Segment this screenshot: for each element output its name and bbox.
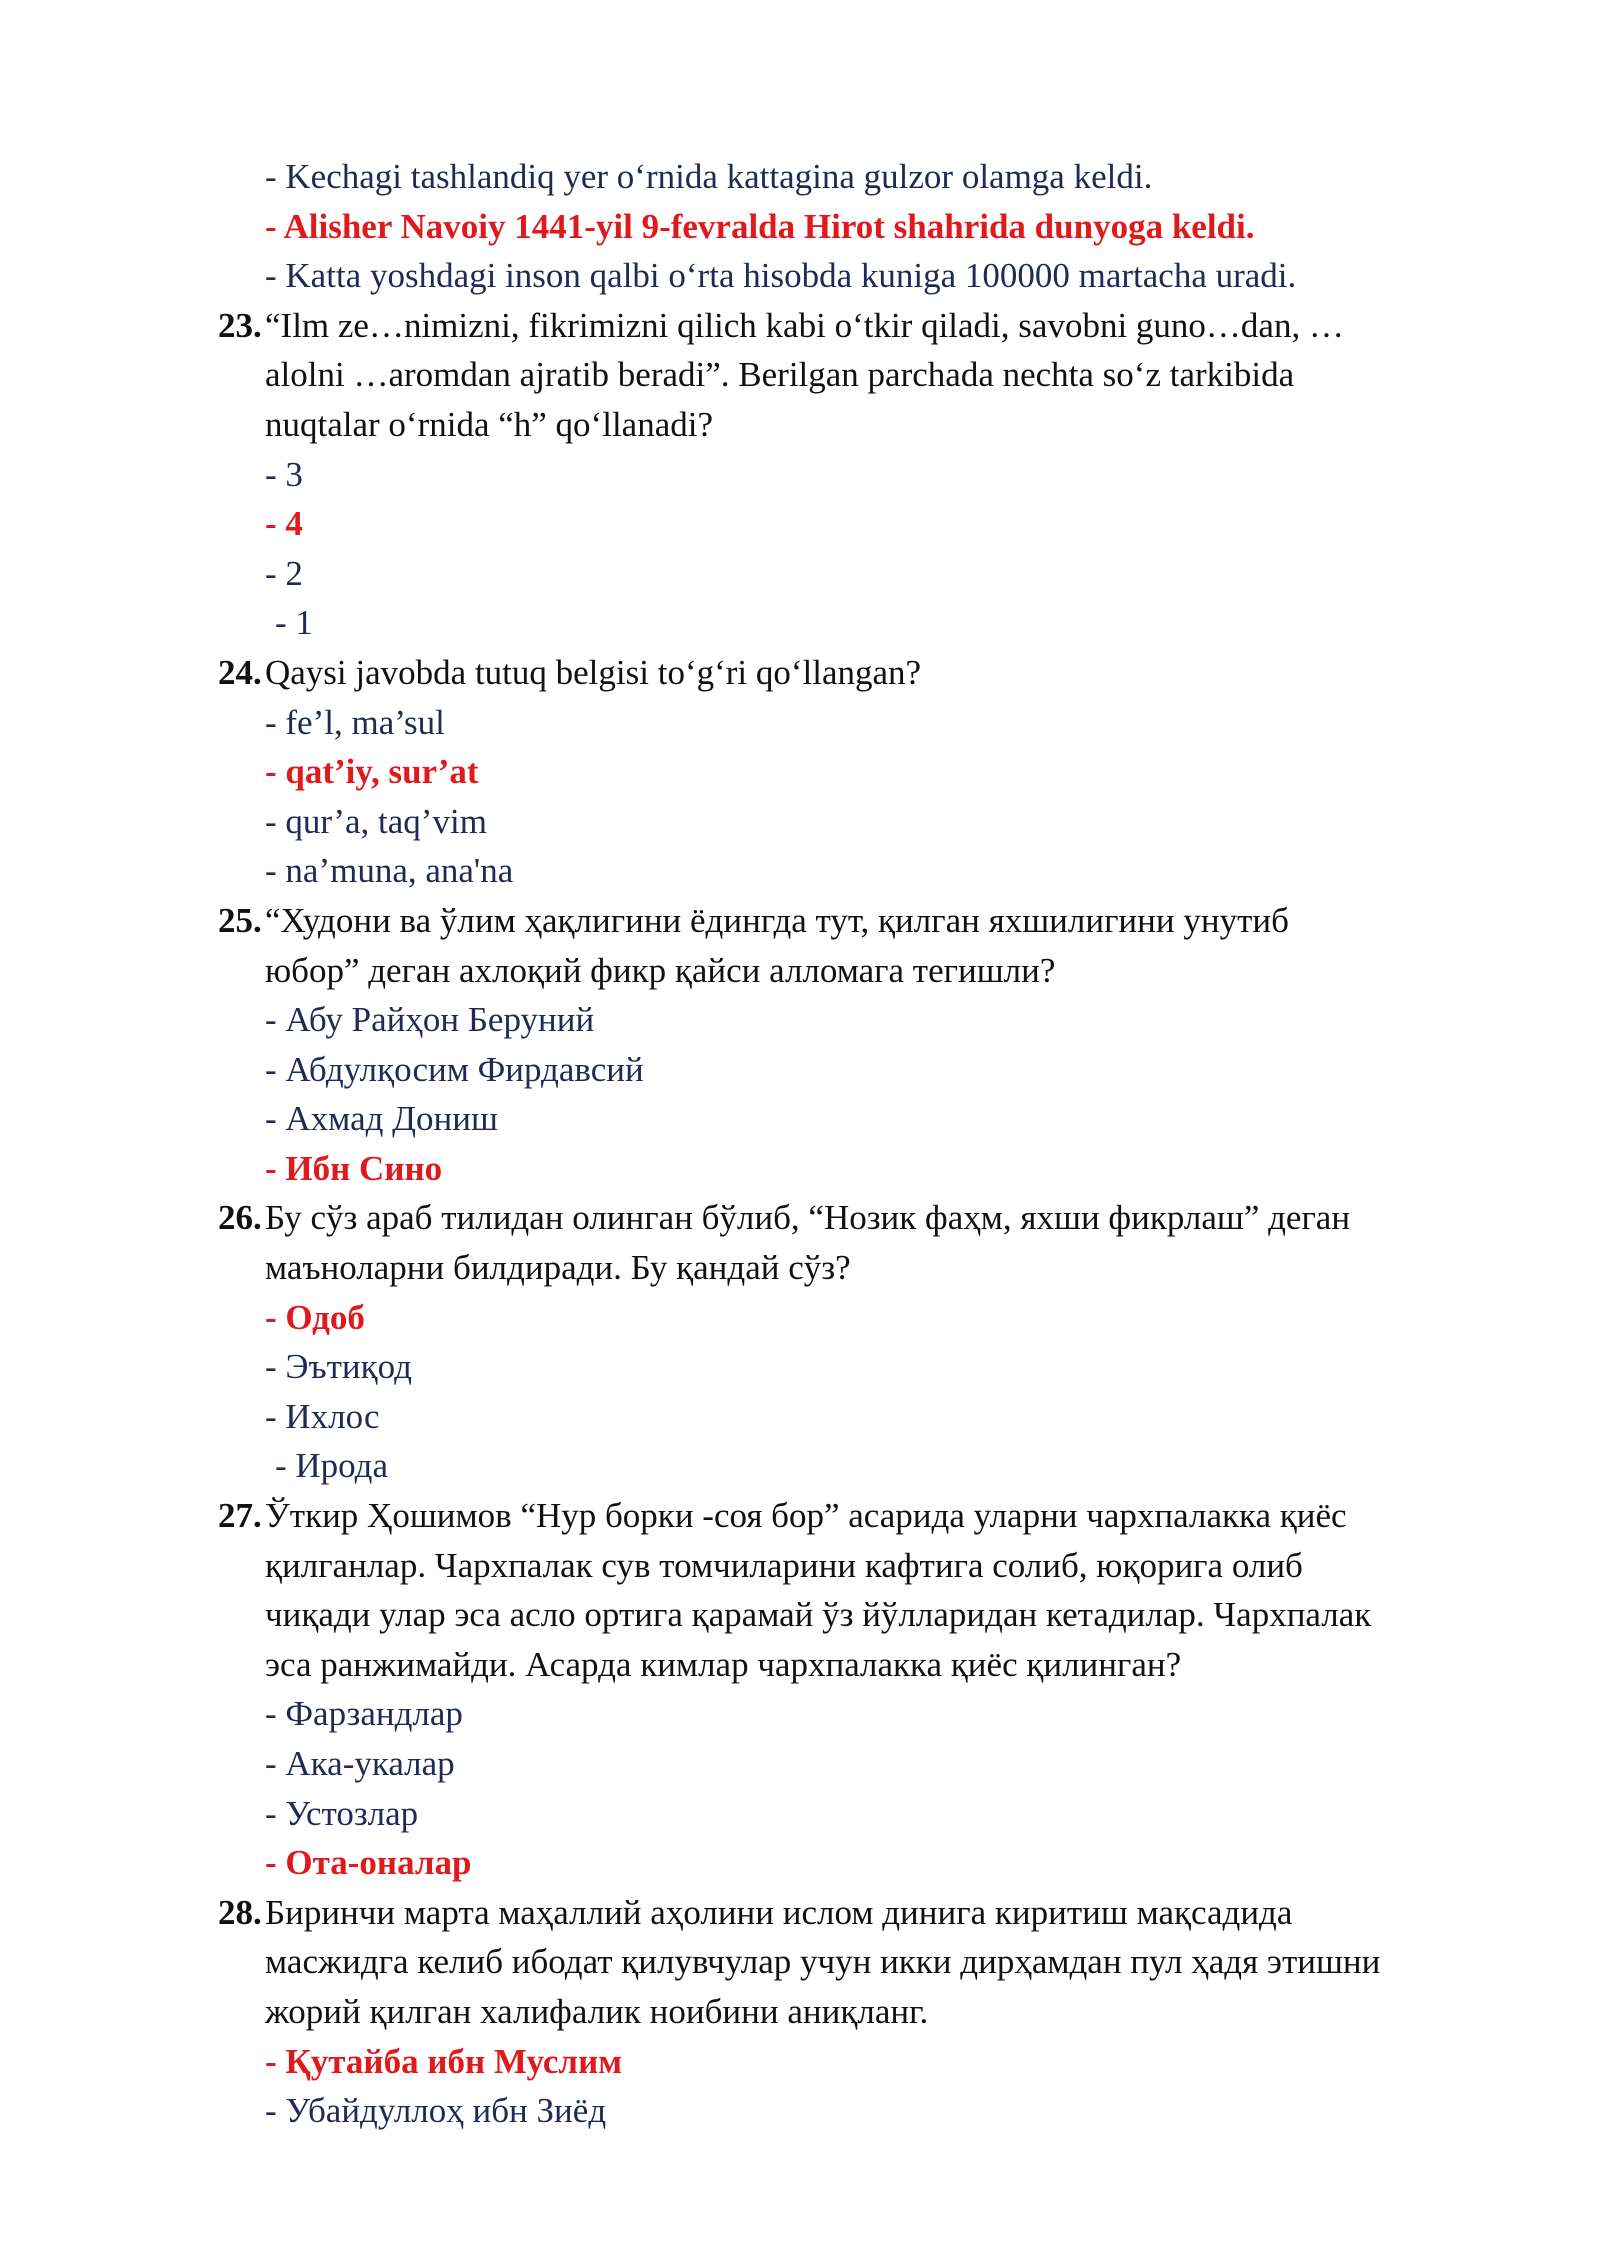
answer-option: - Ака-укалар [265,1744,455,1783]
answer-option: - Kechagi tashlandiq yer o‘rnida kattagina gulzor olamga keldi. [265,157,1153,196]
answer-option: - na’muna, ana'na [265,851,514,891]
answer-option: - 1 [275,603,313,643]
answer-option: - Устозлар [265,1793,419,1833]
answer-option: - Katta yoshdagi inson qalbi o‘rta hisobda kuniga 100000 martacha uradi. [265,256,1297,296]
question-number: 28. [218,1892,262,1932]
question-25-text-cont: юбор” деган ахлоқий фикр қайси алломага тегишли? [265,950,1056,990]
answer-option: - Ирода [275,1446,389,1486]
question-number: 25. [218,900,262,940]
question-25-text: 25.“Худони ва ўлим ҳақлигини ёдингда тут, қилган яхшилигини унутиб [0,896,1600,946]
answer-option-correct: - Одоб [265,1297,365,1337]
answer-option: - Эътиқод [265,1347,412,1387]
answer-option: - qur’a, taq’vim [265,801,487,841]
answer-option: - Абу Райҳон Беруний [265,1000,595,1040]
question-26-text: 26.Бу сўз араб тилидан олинган бўлиб, “Нозик фаҳм, яхши фикрлаш” деган [0,1193,1600,1243]
quiz-content [0,152,1600,2136]
question-number: 23. [218,305,262,345]
question-number: 27. [218,1496,262,1536]
question-23-text-cont: nuqtalar o‘rnida “h” qo‘llanadi? [265,404,713,444]
question-26-text-cont: маъноларни билдиради. Бу қандай сўз? [265,1248,851,1288]
question-24-text: 24.Qaysi javobda tutuq belgisi to‘g‘ri qo‘llangan? [0,648,1600,698]
question-27-text-cont: эса ранжимайди. Асарда кимлар чархпалакка қиёс қилинган? [265,1644,1182,1684]
question-23-text: 23.“Ilm ze…nimizni, fikrimizni qilich kabi o‘tkir qiladi, savobni guno…dan, … [0,301,1600,351]
answer-option-correct: - Ибн Сино [265,1148,443,1188]
answer-option: - Ихлос [265,1396,380,1436]
answer-option-correct: - qat’iy, sur’at [265,752,479,792]
question-27-text-cont: қилганлар. Чархпалак сув томчиларини кафтига солиб, юқорига олиб [265,1545,1303,1585]
answer-option: - fe’l, ma’sul [265,702,445,742]
answer-option: - Фарзандлар [265,1694,463,1734]
question-28-text: 28.Биринчи марта маҳаллий аҳолини ислом динига киритиш мақсадида [0,1888,1600,1938]
answer-option-correct: - 4 [265,504,303,544]
answer-option: - Абдулқосим Фирдавсий [265,1049,644,1089]
question-number: 24. [218,652,262,692]
question-27-text: 27.Ўткир Ҳошимов “Нур борки -соя бор” асарида уларни чархпалакка қиёс [0,1491,1600,1541]
question-23-text-cont: alolni …aromdan ajratib beradi”. Berilgan parchada nechta so‘z tarkibida [265,355,1295,395]
answer-option-correct: - Қутайба ибн Муслим [265,2041,623,2081]
answer-option-correct: - Ота-оналар [265,1843,472,1883]
question-number: 26. [218,1198,262,1238]
question-28-text-cont: жорий қилган халифалик ноибини аниқланг. [265,1991,929,2031]
answer-option: - Ахмад Дониш [265,1099,498,1139]
question-27-text-cont: чиқади улар эса асло ортига қарамай ўз йўлларидан кетадилар. Чархпалак [265,1595,1372,1635]
question-28-text-cont: масжидга келиб ибодат қилувчулар учун икки дирҳамдан пул ҳадя этишни [265,1942,1381,1982]
answer-option-correct: - Alisher Navoiy 1441-yil 9-fevralda Hirot shahrida dunyoga keldi. [265,206,1255,246]
answer-option: - Убайдуллоҳ ибн Зиёд [265,2091,607,2131]
answer-option: - 2 [265,553,303,593]
answer-option: - 3 [265,454,303,494]
